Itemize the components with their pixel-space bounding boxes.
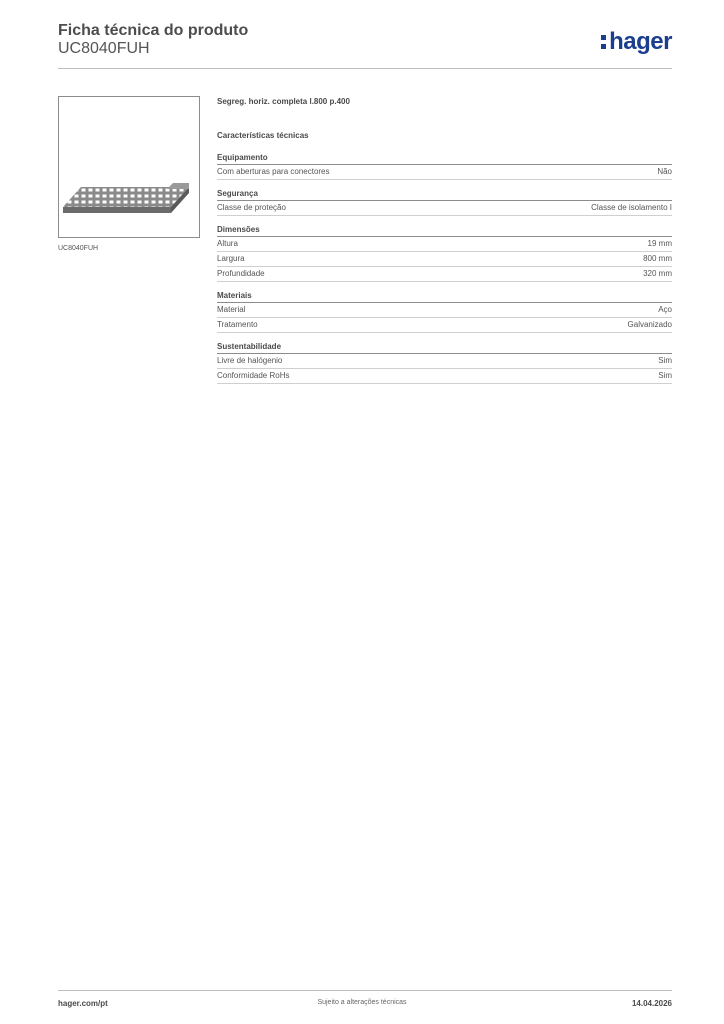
logo-dots-icon	[601, 33, 606, 49]
spec-row	[217, 318, 672, 333]
spec-value: 19 mm	[647, 239, 672, 248]
spec-value: 800 mm	[643, 254, 672, 263]
product-description: Segreg. horiz. completa l.800 p.400	[217, 97, 350, 106]
spec-label: Com aberturas para conectores	[217, 167, 330, 176]
spec-group-seguranca	[217, 187, 672, 216]
spec-label: Altura	[217, 239, 238, 248]
spec-group-dimensoes	[217, 223, 672, 282]
perforated-tray-icon	[59, 97, 199, 237]
spec-group-materiais	[217, 289, 672, 333]
spec-value: Não	[657, 167, 672, 176]
document-title: Ficha técnica do produto	[58, 22, 249, 39]
spec-row	[217, 165, 672, 180]
spec-label: Conformidade RoHs	[217, 371, 290, 380]
footer-website-link[interactable]: hager.com/pt	[58, 999, 108, 1008]
spec-value: Sim	[658, 371, 672, 380]
spec-row	[217, 237, 672, 252]
footer-date: 14.04.2026	[631, 999, 672, 1008]
spec-group-title: Dimensões	[217, 223, 672, 237]
spec-value: Classe de isolamento I	[591, 203, 672, 212]
spec-content	[217, 96, 672, 391]
spec-group-title: Materiais	[217, 289, 672, 303]
product-image	[58, 96, 200, 238]
spec-value: 320 mm	[643, 269, 672, 278]
spec-group-title: Equipamento	[217, 151, 672, 165]
spec-value: Aço	[658, 305, 672, 314]
spec-label: Material	[217, 305, 246, 314]
header-divider	[58, 68, 672, 69]
hager-logo	[601, 28, 672, 56]
spec-label: Largura	[217, 254, 245, 263]
spec-row	[217, 252, 672, 267]
spec-row	[217, 354, 672, 369]
image-caption: UC8040FUH	[58, 245, 99, 252]
spec-label: Livre de halógenio	[217, 356, 283, 365]
spec-group-title: Sustentabilidade	[217, 340, 672, 354]
spec-group-title: Segurança	[217, 187, 672, 201]
spec-label: Classe de proteção	[217, 203, 286, 212]
spec-value: Galvanizado	[627, 320, 672, 329]
spec-row	[217, 267, 672, 282]
spec-value: Sim	[658, 356, 672, 365]
spec-row	[217, 201, 672, 216]
footer-notice: Sujeito a alterações técnicas	[317, 999, 407, 1006]
spec-label: Tratamento	[217, 320, 258, 329]
tech-specs-heading: Características técnicas	[217, 131, 309, 140]
page-header	[58, 22, 672, 68]
spec-row	[217, 303, 672, 318]
product-code: UC8040FUH	[58, 40, 150, 57]
spec-label: Profundidade	[217, 269, 265, 278]
spec-group-sustentabilidade	[217, 340, 672, 384]
spec-row	[217, 369, 672, 384]
footer-divider	[58, 990, 672, 991]
spec-group-equipamento	[217, 151, 672, 180]
logo-text: hager	[609, 28, 672, 55]
